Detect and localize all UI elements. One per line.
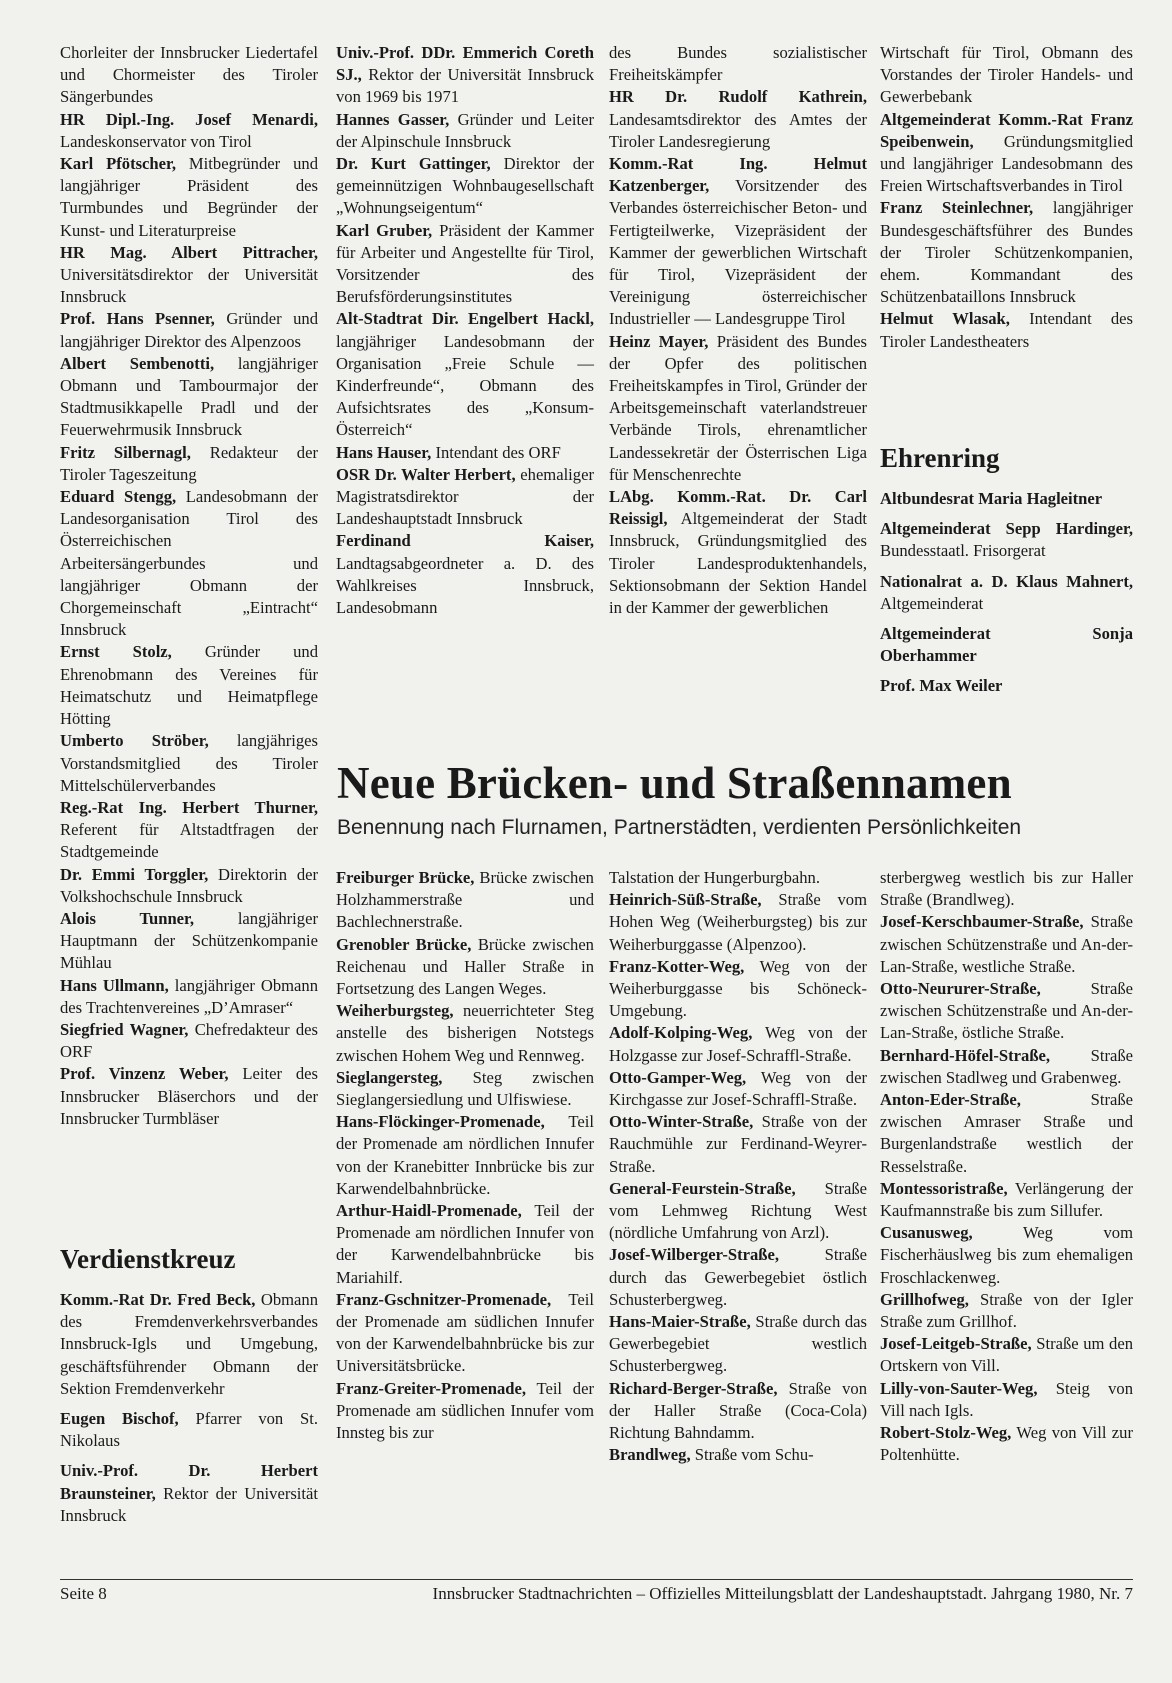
entry-name: Cusanusweg,	[880, 1223, 973, 1243]
entry-text: Universitätsdirektor der Universität Innsbruck	[60, 265, 318, 307]
entry-name: Franz-Kotter-Weg,	[609, 956, 745, 976]
entry-name: Eduard Stengg,	[60, 487, 177, 507]
entry-text: Straße vom Schu-	[690, 1445, 814, 1465]
entry-text: Straße zwischen Amraser Straße und Burgenlandstraße westlich der Resselstraße.	[880, 1090, 1133, 1176]
entry	[880, 1333, 1133, 1377]
entry-text: Chefredakteur des ORF	[60, 1019, 318, 1062]
entry	[609, 1111, 867, 1178]
column-4	[880, 42, 1133, 353]
entry-text: langjähriger Hauptmann der Schützenkompanie Mühlau	[60, 908, 318, 973]
entry-name: Reg.-Rat Ing. Herbert Thurner,	[60, 797, 318, 817]
entry	[609, 889, 867, 956]
entry-name: Lilly-von-Sauter-Weg,	[880, 1378, 1038, 1398]
entry-text: langjähriger Bundesgeschäftsführer des Bundes der Tiroler Schützenkompanien, ehem. Kommandant des Schützenbataillons Innsbruck	[880, 198, 1133, 307]
entry-text: Intendant des Tiroler Landestheaters	[880, 309, 1133, 351]
footer	[60, 1583, 1133, 1605]
entry-text: Landeskonservator von Tirol	[60, 131, 252, 151]
column-3	[609, 42, 867, 619]
entry	[336, 42, 594, 109]
entry	[336, 308, 594, 441]
entry	[880, 197, 1133, 308]
column-2	[336, 42, 594, 619]
entry-text: Brücke zwischen Holzhammerstraße und Bachlechnerstraße.	[336, 868, 594, 932]
entry	[880, 867, 1133, 911]
entry	[336, 220, 594, 309]
entry	[609, 42, 867, 86]
entry	[336, 153, 594, 220]
entry-text: Gründer und Ehrenobmann des Vereines für Heimatschutz und Heimatpflege Hötting	[60, 642, 319, 729]
entry	[60, 109, 318, 153]
entry	[336, 867, 594, 934]
entry-text: des Bundes sozialistischer Freiheitskämpfer	[609, 43, 867, 85]
entry	[609, 956, 867, 1023]
entry-name: Robert-Stolz-Weg,	[880, 1423, 1012, 1443]
entry-name: Altgemeinderat Sepp Hardinger,	[880, 519, 1133, 539]
entry-name: Ferdinand Kaiser,	[336, 531, 594, 551]
entry-name: Sieglangersteg,	[336, 1067, 443, 1087]
entry-text: Wirtschaft für Tirol, Obmann des Vorstandes der Tiroler Handels- und Gewerbebank	[880, 43, 1133, 107]
entry-text: Straße von der Rauchmühle zur Ferdinand-Weyrer-Straße.	[609, 1112, 867, 1176]
entry-name: Dr. Emmi Torggler,	[60, 864, 209, 884]
entry	[609, 153, 867, 331]
entry	[880, 571, 1133, 615]
ehrenring-heading: Ehrenring	[880, 443, 1000, 473]
entry-name: Josef-Kerschbaumer-Straße,	[880, 912, 1084, 932]
entry	[880, 911, 1133, 978]
page-number: Seite 8	[60, 1584, 107, 1603]
entry	[880, 1089, 1133, 1178]
entry-text: ehemaliger Magistratsdirektor der Landeshauptstadt Innsbruck	[336, 464, 594, 529]
entry-text: Teil der Promenade am nördlichen Innufer von der Kranebitter Innbrücke bis zur Karwendelbahnbrücke.	[336, 1112, 594, 1198]
entry-text: Altgemeinderat	[880, 593, 984, 613]
entry-text: Landtagsabgeordneter a. D. des Wahlkreises Innsbruck, Landesobmann	[336, 553, 594, 618]
entry	[60, 1460, 318, 1527]
entry-text: Pfarrer von St. Nikolaus	[60, 1409, 318, 1451]
entry-name: Josef-Leitgeb-Straße,	[880, 1334, 1032, 1354]
entry	[60, 242, 318, 309]
entry	[609, 1311, 867, 1378]
entry-text: Straße zwischen Schützenstraße und An-der-Lan-Straße, östliche Straße.	[880, 979, 1133, 1043]
entry-text: langjähriges Vorstandsmitglied des Tiroler Mittelschülerverbandes	[60, 731, 318, 795]
column-1	[60, 42, 318, 1130]
entry	[336, 530, 594, 619]
entry-name: Alt-Stadtrat Dir. Engelbert Hackl,	[336, 309, 594, 329]
entry	[336, 1000, 594, 1067]
entry	[60, 908, 318, 975]
entry	[60, 153, 318, 242]
entry-text: Steig von Vill nach Igls.	[880, 1378, 1133, 1420]
article-column-3	[880, 867, 1133, 1466]
entry	[609, 486, 867, 619]
verdienstkreuz-section	[60, 1243, 318, 1527]
entry	[609, 86, 867, 153]
entry-text: Straße von der Haller Straße (Coca-Cola) Richtung Bahndamm.	[609, 1378, 867, 1443]
entry	[336, 1200, 594, 1289]
entry	[60, 486, 318, 641]
entry	[880, 42, 1133, 109]
entry	[609, 1178, 867, 1245]
entry	[609, 331, 867, 486]
article-subtitle: Benennung nach Flurnamen, Partnerstädten, verdienten Persönlichkeiten	[337, 816, 1022, 839]
entry-text: Intendant des ORF	[431, 442, 561, 462]
entry-text: Mitbegründer und langjähriger Präsident des Turmbundes und Begründer der Kunst- und Literaturpreise	[60, 154, 318, 240]
entry-text: langjähriger Landesobmann der Organisation „Freie Schule — Kinderfreunde“, Obmann des Aufsichtsrates des „Konsum-Österreich“	[336, 331, 594, 440]
entry-name: Otto-Gamper-Weg,	[609, 1067, 747, 1087]
entry-name: Univ.-Prof. DDr. Emmerich Coreth SJ.,	[336, 43, 594, 85]
entry-name: Anton-Eder-Straße,	[880, 1090, 1021, 1110]
entry-text: Teil der Promenade am südlichen Innufer vom Innsteg bis zur	[336, 1378, 594, 1443]
entry-text: Gründungsmitglied und langjähriger Landesobmann des Freien Wirtschaftsverbandes in Tirol	[880, 131, 1133, 196]
entry-text: Verlängerung der Kaufmannstraße bis zum Sillufer.	[880, 1178, 1133, 1221]
entry	[880, 109, 1133, 198]
entry	[60, 442, 318, 486]
article-title: Neue Brücken- und Straßennamen	[337, 758, 1012, 808]
entry	[336, 1378, 594, 1445]
entry-name: Nationalrat a. D. Klaus Mahnert,	[880, 571, 1133, 591]
entry	[880, 1045, 1133, 1089]
article-column-2	[609, 867, 867, 1466]
entry-name: Dr. Kurt Gattinger,	[336, 154, 491, 174]
article-column-1	[336, 867, 594, 1444]
entry-name: Franz-Greiter-Promenade,	[336, 1378, 526, 1398]
entry	[609, 867, 867, 889]
entry-name: Otto-Winter-Straße,	[609, 1112, 754, 1132]
entry-name: Otto-Neururer-Straße,	[880, 979, 1041, 999]
entry-text: Teil der Promenade am nördlichen Innufer von der Karwendelbahnbrücke bis Mariahilf.	[336, 1201, 594, 1287]
entry-text: Weg von der Kirchgasse zur Josef-Schraffl-Straße.	[609, 1067, 867, 1110]
entry-text: Altgemeinderat der Stadt Innsbruck, Gründungsmitglied des Tiroler Landesproduktenhandels, Sektionsobmann der Sektion Handel in der Kammer der gewerblichen	[609, 509, 867, 618]
entry-text: Rektor der Universität Innsbruck von 1969 bis 1971	[336, 65, 594, 107]
entry	[60, 1408, 318, 1452]
entry	[336, 1111, 594, 1200]
entry-text: Bundesstaatl. Frisorgerat	[880, 541, 1046, 561]
entry-text: Redakteur der Tiroler Tageszeitung	[60, 442, 318, 484]
entry	[60, 797, 318, 864]
entry-text: Rektor der Universität Innsbruck	[60, 1483, 318, 1525]
entry-text: Direktor der gemeinnützigen Wohnbaugesellschaft „Wohnungseigentum“	[336, 154, 594, 218]
entry-text: Chorleiter der Innsbrucker Liedertafel und Chormeister des Tiroler Sängerbundes	[60, 43, 318, 107]
entry	[880, 1378, 1133, 1422]
entry-name: Albert Sembenotti,	[60, 353, 215, 373]
publication-line: Innsbrucker Stadtnachrichten – Offizielles Mitteilungsblatt der Landeshauptstadt. Jahrgang 1980, Nr. 7	[432, 1584, 1133, 1603]
entry-name: HR Dipl.-Ing. Josef Menardi,	[60, 109, 318, 129]
entry-name: Brandlweg,	[609, 1445, 691, 1465]
entry-text: Weg von der Holzgasse zur Josef-Schraffl-Straße.	[609, 1023, 867, 1065]
entry	[336, 464, 594, 531]
entry-name: Prof. Vinzenz Weber,	[60, 1064, 229, 1084]
entry	[609, 1444, 867, 1466]
entry	[609, 1067, 867, 1111]
entry	[880, 978, 1133, 1045]
entry-text: neuerrichteter Steg anstelle des bisherigen Notstegs zwischen Hohem Weg und Rennweg.	[336, 1001, 594, 1065]
entry-name: Josef-Wilberger-Straße,	[609, 1245, 780, 1265]
entry	[60, 1019, 318, 1063]
entry-text: Straße vom Hohen Weg (Weiherburgsteg) bis zur Weiherburggasse (Alpenzoo).	[609, 890, 867, 954]
entry	[880, 488, 1133, 510]
entry-text: Straße zwischen Stadlweg und Grabenweg.	[880, 1045, 1133, 1087]
entry-text: Straße durch das Gewerbegebiet östlich Schusterbergweg.	[609, 1245, 867, 1309]
entry-text: Straße durch das Gewerbegebiet westlich Schusterbergweg.	[609, 1312, 867, 1376]
entry-text: Straße von der Igler Straße zum Grillhof.	[880, 1289, 1133, 1332]
entry-name: Altgemeinderat Komm.-Rat Franz Speibenwein,	[880, 109, 1133, 151]
entry	[60, 864, 318, 908]
entry-text: Landesamtsdirektor des Amtes der Tiroler Landesregierung	[609, 109, 867, 151]
entry	[336, 1289, 594, 1378]
entry-name: Heinz Mayer,	[609, 331, 709, 351]
entry-name: Hans Ullmann,	[60, 975, 169, 995]
entry-text: Straße vom Lehmweg Richtung West (nördliche Umfahrung von Arzl).	[609, 1178, 867, 1243]
entry	[880, 1289, 1133, 1333]
entry-text: Landesobmann der Landesorganisation Tirol des Österreichischen Arbeitersängerbundes und langjähriger Obmann der Chorgemeinschaft „Eintracht“ Innsbruck	[60, 487, 318, 640]
entry-name: Hans Hauser,	[336, 442, 432, 462]
entry-name: Franz Steinlechner,	[880, 198, 1034, 218]
verdienstkreuz-heading: Verdienstkreuz	[60, 1244, 236, 1274]
entry-name: Freiburger Brücke,	[336, 868, 475, 887]
entry-name: General-Feurstein-Straße,	[609, 1178, 796, 1198]
entry	[60, 1063, 318, 1130]
entry	[60, 730, 318, 797]
entry	[60, 42, 318, 109]
entry	[336, 1067, 594, 1111]
entry-name: Heinrich-Süß-Straße,	[609, 890, 762, 910]
entry-name: HR Mag. Albert Pittracher,	[60, 242, 318, 262]
entry-name: Prof. Hans Psenner,	[60, 309, 215, 329]
entry	[609, 1022, 867, 1066]
entry-name: Komm.-Rat Dr. Fred Beck,	[60, 1290, 256, 1309]
entry-name: Prof. Max Weiler	[880, 676, 1003, 696]
entry-name: Grenobler Brücke,	[336, 934, 472, 954]
entry-name: Helmut Wlasak,	[880, 309, 1010, 329]
entry	[609, 1378, 867, 1445]
entry	[880, 308, 1133, 352]
entry	[336, 109, 594, 153]
ehrenring-section	[880, 442, 1133, 698]
entry-text: Leiter des Innsbrucker Bläserchors und der Innsbrucker Turmbläser	[60, 1064, 318, 1128]
entry-name: Montessoristraße,	[880, 1178, 1008, 1198]
entry-name: Eugen Bischof,	[60, 1409, 179, 1429]
entry	[609, 1244, 867, 1311]
entry-name: Alois Tunner,	[60, 908, 195, 928]
entry	[60, 1289, 318, 1400]
entry	[880, 1222, 1133, 1289]
entry	[60, 641, 318, 730]
entry-text: sterbergweg westlich bis zur Haller Straße (Brandlweg).	[880, 868, 1133, 910]
entry-name: Franz-Gschnitzer-Promenade,	[336, 1289, 552, 1309]
entry	[60, 975, 318, 1019]
entry	[60, 353, 318, 442]
entry-text: Präsident der Kammer für Arbeiter und Angestellte für Tirol, Vorsitzender des Berufsförderungsinstitutes	[336, 220, 594, 307]
entry-name: Altgemeinderat Sonja Oberhammer	[880, 624, 1133, 666]
entry-name: Hans-Flöckinger-Promenade,	[336, 1112, 545, 1132]
entry-name: Weiherburgsteg,	[336, 1001, 454, 1021]
entry	[880, 675, 1133, 697]
entry-name: Univ.-Prof. Dr. Herbert Braunsteiner,	[60, 1461, 318, 1503]
entry-name: Bernhard-Höfel-Straße,	[880, 1045, 1051, 1065]
entry-name: Karl Gruber,	[336, 220, 433, 240]
entry	[880, 623, 1133, 667]
entry-text: Präsident des Bundes der Opfer des politischen Freiheitskampfes in Tirol, Gründer der Arbeitsgemeinschaft vaterlandstreuer Verbände Tirols, ehrenamtlicher Landessekretär der Österrischen Liga für Menschenrechte	[609, 331, 867, 484]
entry-text: Gründer und Leiter der Alpinschule Innsbruck	[336, 109, 595, 151]
entry-text: langjähriger Obmann und Tambourmajor der Stadtmusikkapelle Pradl und der Feuerwehrmusik Innsbruck	[60, 353, 318, 440]
entry-text: Straße zwischen Schützenstraße und An-der-Lan-Straße, westliche Straße.	[880, 912, 1133, 976]
entry	[880, 1422, 1133, 1466]
entry	[60, 308, 318, 352]
entry-name: Hannes Gasser,	[336, 109, 450, 129]
entry-text: Referent für Altstadtfragen der Stadtgemeinde	[60, 820, 318, 862]
entry-name: Komm.-Rat Ing. Helmut Katzenberger,	[609, 154, 867, 196]
entry-name: Fritz Silbernagl,	[60, 442, 191, 462]
entry-name: HR Dr. Rudolf Kathrein,	[609, 87, 867, 107]
entry-text: Weg vom Fischerhäuslweg bis zum ehemaligen Froschlackenweg.	[880, 1223, 1133, 1287]
entry-name: Richard-Berger-Straße,	[609, 1378, 778, 1398]
entry-text: Vorsitzender des Verbandes österreichischer Beton- und Fertigteilwerke, Vizepräsident der Kammer der gewerblichen Wirtschaft für Tirol, Vizepräsident der Vereinigung österreichischer Industrieller — Landesgruppe Tirol	[609, 176, 867, 329]
entry	[336, 934, 594, 1001]
entry-name: OSR Dr. Walter Herbert,	[336, 464, 516, 484]
entry-text: Weg von der Weiherburggasse bis Schöneck-Umgebung.	[609, 956, 867, 1021]
footer-rule	[60, 1579, 1133, 1580]
entry-name: Grillhofweg,	[880, 1289, 969, 1309]
entry-name: Ernst Stolz,	[60, 642, 172, 662]
entry-name: Altbundesrat Maria Hagleitner	[880, 489, 1103, 508]
entry-text: Brücke zwischen Reichenau und Haller Straße in Fortsetzung des Langen Weges.	[336, 934, 594, 999]
entry-name: LAbg. Komm.-Rat. Dr. Carl Reissigl,	[609, 487, 867, 529]
entry	[336, 442, 594, 464]
entry-text: Direktorin der Volkshochschule Innsbruck	[60, 864, 319, 906]
entry	[880, 518, 1133, 562]
entry-name: Siegfried Wagner,	[60, 1019, 189, 1039]
entry-text: Gründer und langjähriger Direktor des Alpenzoos	[60, 309, 318, 351]
entry-text: Weg von Vill zur Poltenhütte.	[880, 1423, 1133, 1465]
entry-name: Karl Pfötscher,	[60, 154, 176, 174]
entry-name: Adolf-Kolping-Weg,	[609, 1023, 753, 1043]
entry-name: Umberto Ströber,	[60, 731, 209, 751]
entry-text: Teil der Promenade am südlichen Innufer von der Karwendelbahnbrücke bis zur Universitätsbrücke.	[336, 1289, 594, 1376]
entry	[880, 1178, 1133, 1222]
entry-text: Talstation der Hungerburgbahn.	[609, 868, 820, 887]
entry-text: Obmann des Fremdenverkehrsverbandes Innsbruck-Igls und Umgebung, geschäftsführender Obmann der Sektion Fremdenverkehr	[60, 1290, 319, 1398]
entry-text: langjähriger Obmann des Trachtenvereines „D’Amraser“	[60, 975, 319, 1017]
entry-name: Arthur-Haidl-Promenade,	[336, 1201, 522, 1221]
entry-text: Straße um den Ortskern von Vill.	[880, 1334, 1133, 1376]
entry-name: Hans-Maier-Straße,	[609, 1312, 751, 1332]
entry-text: Steg zwischen Sieglangersiedlung und Ulfiswiese.	[336, 1067, 594, 1110]
